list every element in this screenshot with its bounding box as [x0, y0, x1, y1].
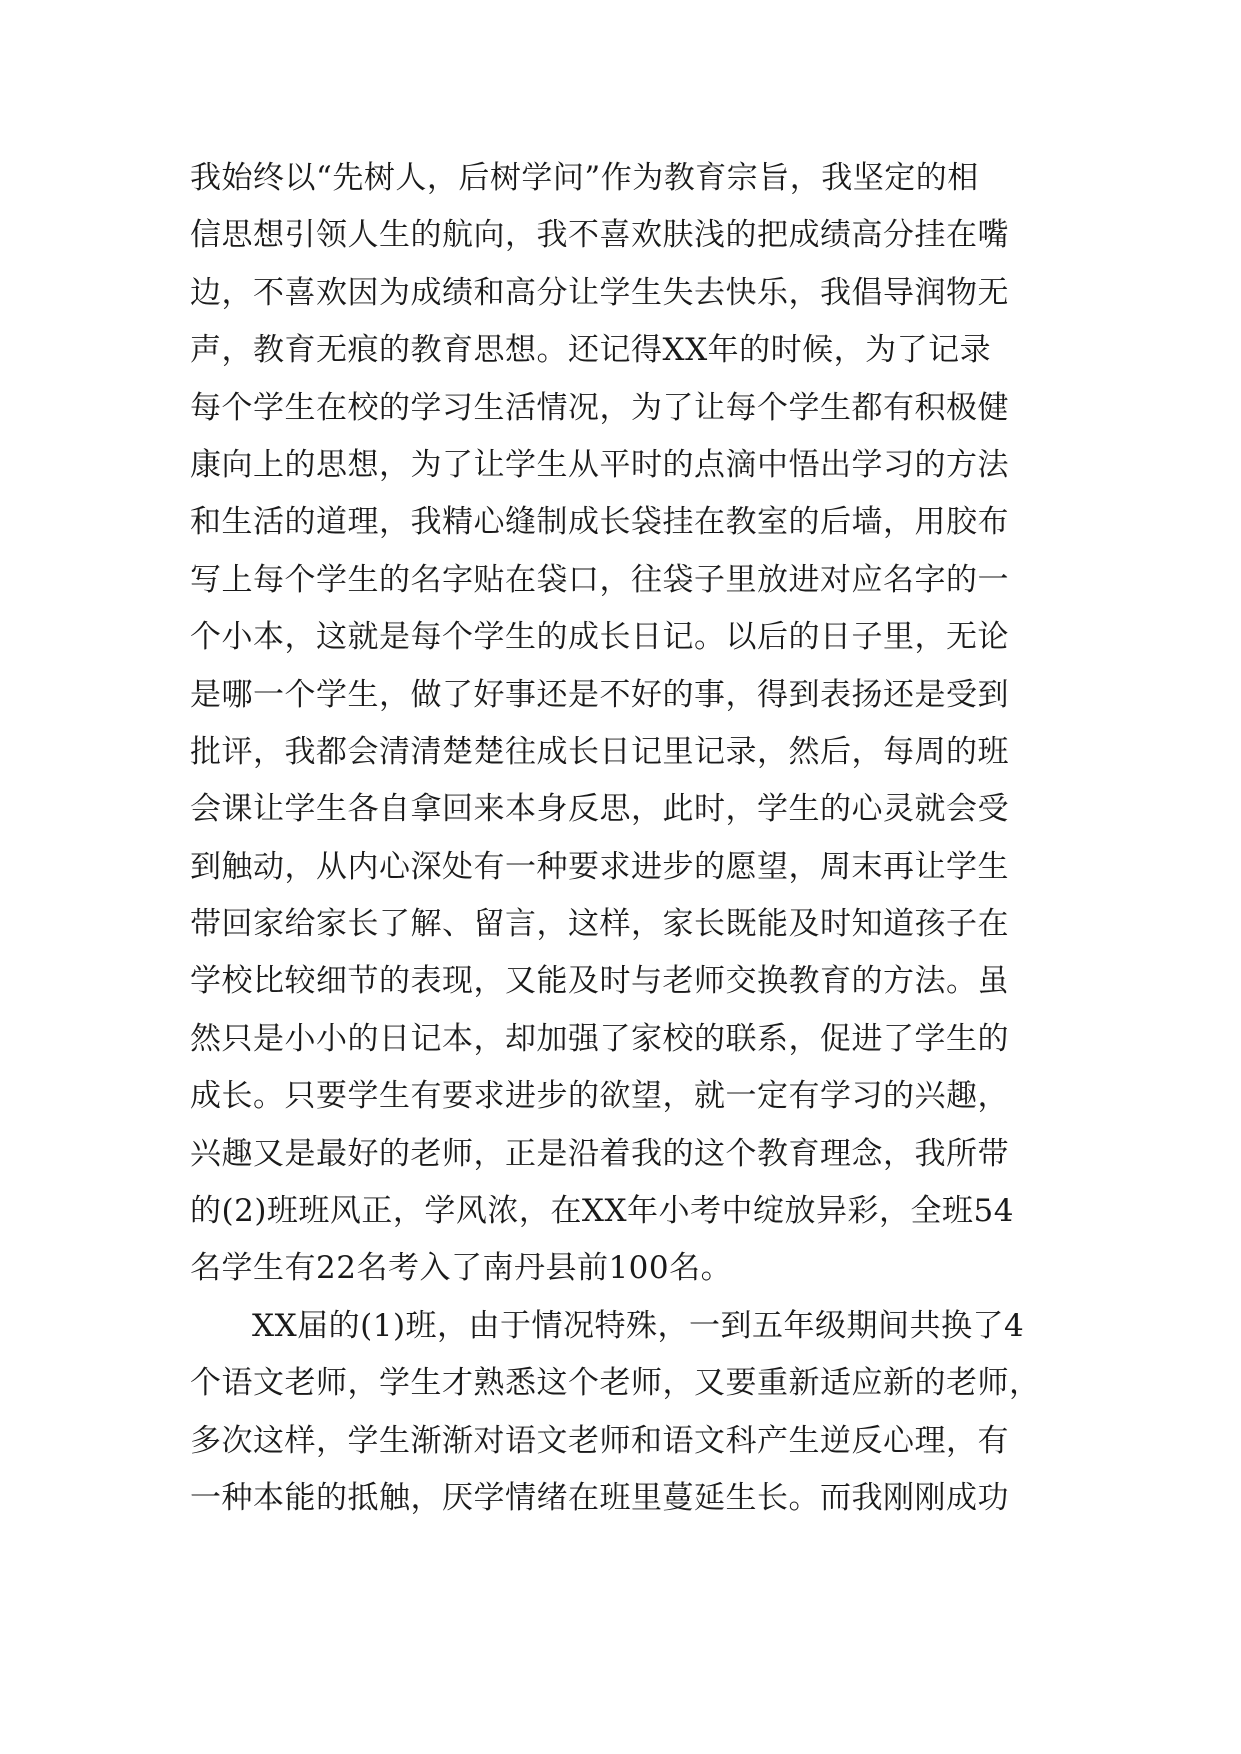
text-line: XX届的(1)班，由于情况特殊，一到五年级期间共换了4 — [252, 1307, 1025, 1344]
text-line: 然只是小小的日记本，却加强了家校的联系，促进了学生的 — [190, 1020, 1009, 1057]
text-line: 信思想引领人生的航向，我不喜欢肤浅的把成绩高分挂在嘴 — [190, 217, 1009, 254]
text-line: 边，不喜欢因为成绩和高分让学生失去快乐，我倡导润物无 — [190, 274, 1009, 311]
text-line: 声，教育无痕的教育思想。还记得XX年的时候，为了记录 — [190, 332, 992, 369]
text-line: 我始终以“先树人，后树学问”作为教育宗旨，我坚定的相 — [190, 160, 979, 196]
text-line: 写上每个学生的名字贴在袋口，往袋子里放进对应名字的一 — [190, 561, 1009, 598]
text-line: 到触动，从内心深处有一种要求进步的愿望，周末再让学生 — [190, 848, 1009, 885]
text-line: 和生活的道理，我精心缝制成长袋挂在教室的后墙，用胶布 — [190, 504, 1009, 541]
text-line: 个小本，这就是每个学生的成长日记。以后的日子里，无论 — [190, 619, 1009, 656]
text-line: 学校比较细节的表现，又能及时与老师交换教育的方法。虽 — [190, 963, 1009, 1000]
text-line: 一种本能的抵触，厌学情绪在班里蔓延生长。而我刚刚成功 — [190, 1479, 1009, 1516]
text-line: 名学生有22名考入了南丹县前100名。 — [190, 1250, 733, 1287]
text-line: 兴趣又是最好的老师，正是沿着我的这个教育理念，我所带 — [190, 1135, 1009, 1172]
text-line: 成长。只要学生有要求进步的欲望，就一定有学习的兴趣， — [190, 1078, 1009, 1115]
text-line: 每个学生在校的学习生活情况，为了让每个学生都有积极健 — [190, 389, 1009, 426]
text-line: 康向上的思想，为了让学生从平时的点滴中悟出学习的方法 — [190, 446, 1009, 483]
paragraph-1 — [190, 150, 1090, 1298]
text-line: 个语文老师，学生才熟悉这个老师，又要重新适应新的老师， — [190, 1365, 1041, 1402]
body-text — [190, 150, 1090, 1527]
text-line: 是哪一个学生，做了好事还是不好的事，得到表扬还是受到 — [190, 676, 1009, 713]
paragraph-2 — [190, 1298, 1090, 1528]
text-line: 批评，我都会清清楚楚往成长日记里记录，然后，每周的班 — [190, 733, 1009, 770]
text-line: 多次这样，学生渐渐对语文老师和语文科产生逆反心理，有 — [190, 1422, 1009, 1459]
text-line: 的(2)班班风正，学风浓，在XX年小考中绽放异彩，全班54 — [190, 1193, 1014, 1230]
text-line: 会课让学生各自拿回来本身反思，此时，学生的心灵就会受 — [190, 791, 1009, 828]
text-line: 带回家给家长了解、留言，这样，家长既能及时知道孩子在 — [190, 906, 1009, 943]
